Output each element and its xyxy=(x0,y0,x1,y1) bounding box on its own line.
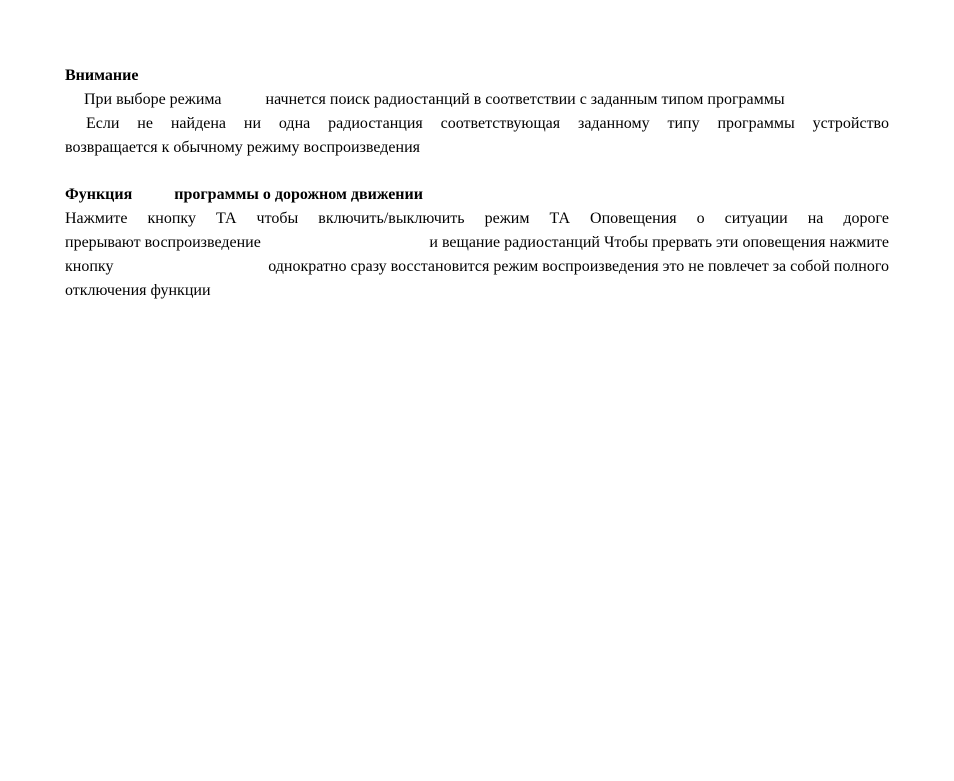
not-found-paragraph-line-1: Если не найдена ни одна радиостанция соответствующая заданному типу программы устройство xyxy=(86,115,889,132)
once-restore-text: однократно сразу восстановится режим воспроизведения это не повлечет за собой полного xyxy=(268,258,889,275)
interrupt-playback-text: прерывают воспроизведение xyxy=(65,234,261,251)
mode-select-text: При выборе режима xyxy=(84,91,222,108)
not-found-paragraph-line-2: возвращается к обычному режиму воспроизведения xyxy=(65,139,420,156)
search-description-text: начнется поиск радиостанций в соответствии с заданным типом программы xyxy=(265,91,785,108)
function-word: Функция xyxy=(65,186,133,203)
traffic-function-heading xyxy=(65,184,423,206)
traffic-paragraph-line-4: отключения функции xyxy=(65,282,211,299)
attention-heading: Внимание xyxy=(65,67,139,84)
traffic-paragraph-line-2 xyxy=(65,232,889,254)
traffic-paragraph-line-1: Нажмите кнопку ТА чтобы включить/выключить режим ТА Оповещения о ситуации на дороге xyxy=(65,210,889,227)
mode-search-paragraph-line xyxy=(84,89,785,111)
traffic-program-title: программы о дорожном движении xyxy=(174,186,423,203)
button-word: кнопку xyxy=(65,258,114,275)
broadcast-text: и вещание радиостанций Чтобы прервать эти оповещения нажмите xyxy=(429,234,889,251)
traffic-paragraph-line-3 xyxy=(65,256,889,278)
